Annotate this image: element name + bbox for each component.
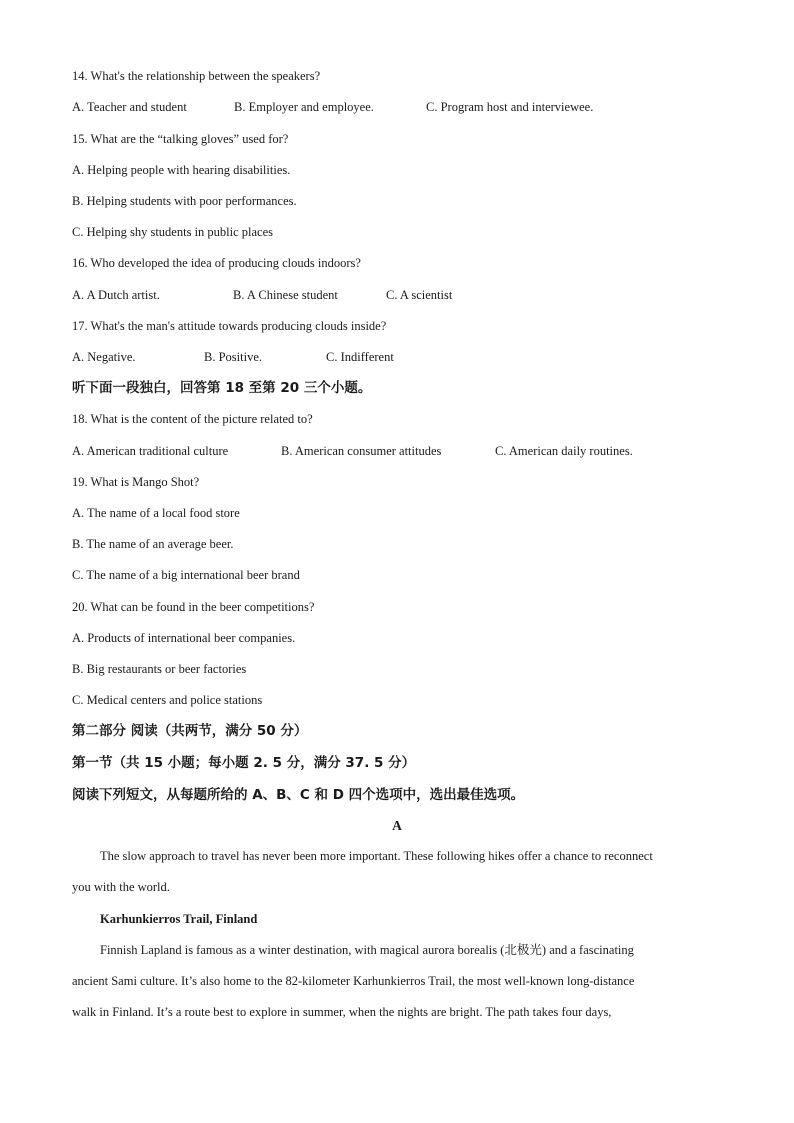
question-18-option-c: C. American daily routines.	[495, 444, 633, 458]
question-19-option-c: C. The name of a big international beer brand	[72, 568, 300, 582]
passage-intro-line-1: The slow approach to travel has never been more important. These following hikes offer a chance to reconnect	[100, 849, 653, 863]
question-17: 17. What's the man's attitude towards producing clouds inside?	[72, 319, 387, 333]
question-17-option-b: B. Positive.	[204, 350, 262, 364]
question-19-option-a: A. The name of a local food store	[72, 506, 240, 520]
question-15-option-b: B. Helping students with poor performances.	[72, 194, 297, 208]
reading-instruction: 阅读下列短文，从每题所给的 A、B、C 和 D 四个选项中，选出最佳选项。	[72, 787, 525, 803]
listening-section-note: 听下面一段独白，回答第 18 至第 20 三个小题。	[72, 380, 372, 396]
passage-paragraph-line-2: ancient Sami culture. It’s also home to the 82-kilometer Karhunkierros Trail, the most well-known long-distance	[72, 974, 635, 988]
question-16: 16. Who developed the idea of producing clouds indoors?	[72, 256, 361, 270]
section-one-heading: 第一节（共 15 小题；每小题 2. 5 分，满分 37. 5 分）	[72, 755, 416, 771]
question-15-option-c: C. Helping shy students in public places	[72, 225, 274, 239]
trail-title: Karhunkierros Trail, Finland	[100, 912, 258, 926]
part-two-heading: 第二部分 阅读（共两节，满分 50 分）	[72, 723, 308, 739]
question-20-option-b: B. Big restaurants or beer factories	[72, 662, 247, 676]
question-16-option-c: C. A scientist	[386, 288, 453, 302]
question-19-option-b: B. The name of an average beer.	[72, 537, 234, 551]
question-20-option-a: A. Products of international beer companies.	[72, 631, 296, 645]
question-18: 18. What is the content of the picture related to?	[72, 412, 313, 426]
passage-intro-line-2: you with the world.	[72, 880, 170, 894]
question-17-option-c: C. Indifferent	[326, 350, 394, 364]
question-16-option-b: B. A Chinese student	[233, 288, 338, 302]
question-14-option-c: C. Program host and interviewee.	[426, 100, 594, 114]
passage-paragraph-line-3: walk in Finland. It’s a route best to explore in summer, when the nights are bright. The path takes four days,	[72, 1005, 612, 1019]
question-14-option-b: B. Employer and employee.	[234, 100, 374, 114]
question-14-option-a: A. Teacher and student	[72, 100, 187, 114]
question-15-option-a: A. Helping people with hearing disabilities.	[72, 163, 291, 177]
question-14: 14. What's the relationship between the speakers?	[72, 69, 321, 83]
question-20: 20. What can be found in the beer competitions?	[72, 600, 315, 614]
passage-paragraph-line-1: Finnish Lapland is famous as a winter destination, with magical aurora borealis (北极光) and a fascinating	[100, 943, 634, 957]
question-18-option-a: A. American traditional culture	[72, 444, 229, 458]
question-17-option-a: A. Negative.	[72, 350, 136, 364]
question-19: 19. What is Mango Shot?	[72, 475, 200, 489]
question-15: 15. What are the “talking gloves” used for?	[72, 132, 289, 146]
question-20-option-c: C. Medical centers and police stations	[72, 693, 263, 707]
passage-label: A	[392, 818, 402, 833]
question-18-option-b: B. American consumer attitudes	[281, 444, 442, 458]
question-16-option-a: A. A Dutch artist.	[72, 288, 160, 302]
